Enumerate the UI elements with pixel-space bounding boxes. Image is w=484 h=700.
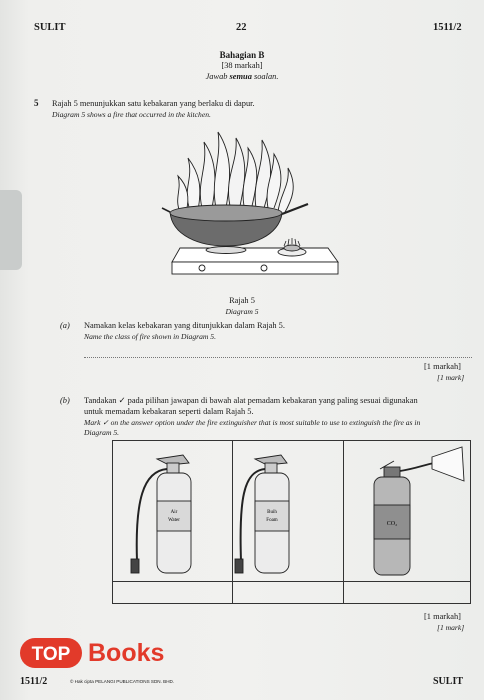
part-a-label: (a) — [60, 321, 70, 330]
part-a-ms: Namakan kelas kebakaran yang ditunjukkan dalam Rajah 5. — [84, 321, 285, 330]
part-b-en-line2: Diagram 5. — [84, 428, 120, 437]
part-b-mark-ms: [1 markah] — [424, 612, 461, 621]
side-tab — [0, 190, 22, 270]
q5-stem-en: Diagram 5 shows a fire that occurred in the kitchen. — [52, 110, 211, 119]
extinguisher-table — [112, 440, 471, 604]
section-instruction: Jawab semua soalan. — [205, 72, 279, 81]
footer-publisher: © Hak cipta PELANGI PUBLICATIONS SDN. BHD. — [70, 679, 175, 684]
header-right: 1511/2 — [433, 22, 462, 33]
answer-box-foam[interactable] — [233, 582, 344, 604]
extinguisher-cell-co2 — [344, 441, 472, 581]
water-label-en: Water — [168, 518, 180, 523]
footer-right: SULIT — [433, 676, 464, 687]
header-left: SULIT — [34, 22, 66, 33]
part-b-ms-line1: Tandakan ✓ pada pilihan jawapan di bawah alat pemadam kebakaran yang paling sesuai digunakan — [84, 396, 418, 405]
answer-line-a[interactable] — [84, 357, 472, 358]
water-label-ms: Air — [170, 510, 178, 515]
diagram-caption-en: Diagram 5 — [225, 307, 259, 316]
part-b-ms-line2: untuk memadam kebakaran seperti dalam Rajah 5. — [84, 407, 254, 416]
water-extinguisher-icon — [113, 441, 233, 581]
co2-extinguisher-icon — [344, 441, 472, 581]
part-b-label: (b) — [60, 396, 70, 405]
foam-extinguisher-icon — [233, 441, 344, 581]
part-a-en: Name the class of fire shown in Diagram 5. — [84, 332, 216, 341]
foam-label-en: Foam — [266, 518, 278, 523]
answer-row — [113, 581, 470, 603]
part-b-en-line1: Mark ✓ on the answer option under the fire extinguisher that is most suitable to use to extinguish the fire as in — [84, 418, 421, 427]
extinguisher-cell-foam — [233, 441, 344, 581]
answer-box-co2[interactable] — [344, 582, 470, 604]
extinguisher-cell-water — [113, 441, 233, 581]
page-number: 22 — [236, 22, 247, 33]
section-marks: [38 markah] — [221, 61, 263, 70]
foam-label-ms: Buih — [267, 510, 277, 515]
q5-stem-ms: Rajah 5 menunjukkan satu kebakaran yang berlaku di dapur. — [52, 99, 255, 108]
topbooks-logo — [20, 634, 190, 670]
svg-text:Books: Books — [88, 639, 165, 667]
answer-box-water[interactable] — [113, 582, 233, 604]
diagram-caption-ms: Rajah 5 — [229, 296, 255, 305]
part-a-mark-ms: [1 markah] — [424, 362, 461, 371]
question-number: 5 — [34, 98, 39, 108]
svg-text:TOP: TOP — [31, 644, 71, 665]
part-a-mark-en: [1 mark] — [437, 373, 465, 382]
co2-label: CO₂ — [386, 521, 398, 527]
section-title: Bahagian B — [219, 50, 265, 60]
kitchen-fire-diagram — [160, 128, 350, 286]
footer-code: 1511/2 — [20, 676, 48, 687]
part-b-mark-en: [1 mark] — [437, 623, 465, 632]
